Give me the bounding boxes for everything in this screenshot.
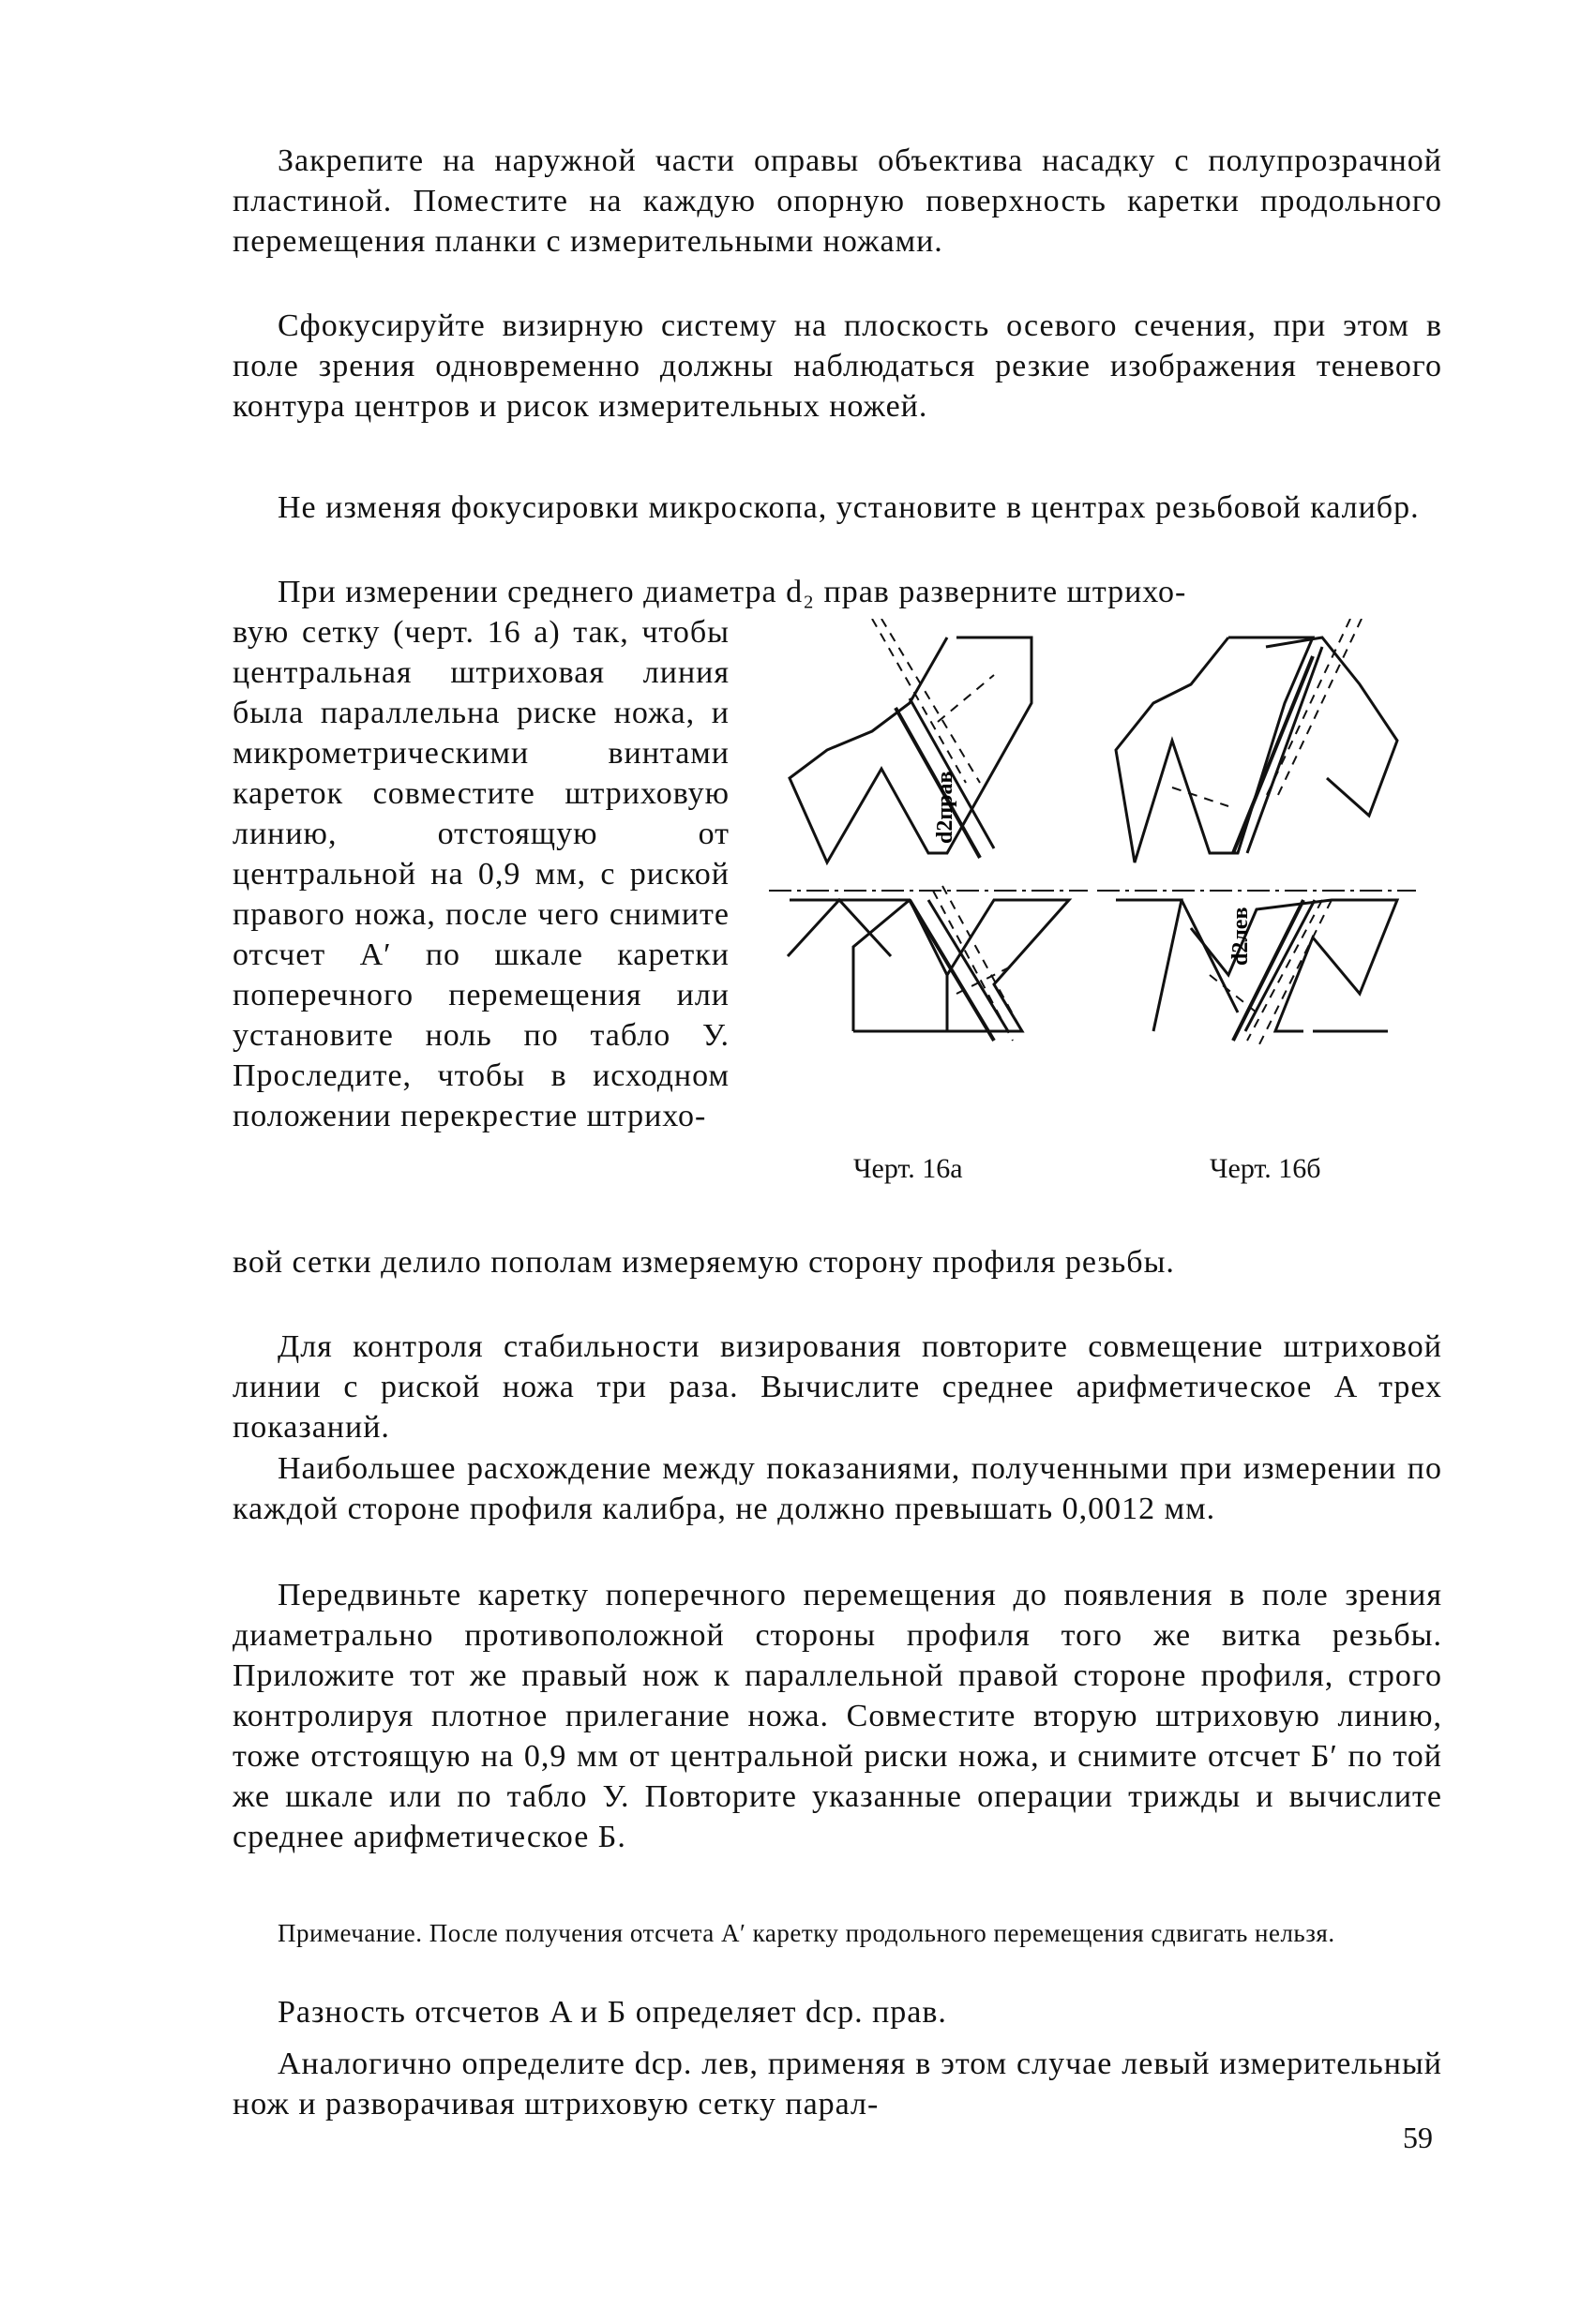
paragraph-4-wrapped: вую сетку (черт. 16 а) так, чтобы центральная штриховая линия была параллельна риске ножа, и микрометрическими винтами кареток совместите штриховую линию, отстоящую от центральной на 0,9 мм, с риской правого ножа, после чего снимите отсчет A′ по шкале каретки поперечного перемещения или установите ноль по табло У. Проследите, чтобы в исходном положении перекрестие штрихо-: [233, 615, 730, 1133]
figure-16a-label: d2прав: [933, 771, 957, 844]
paragraph-2: Сфокусируйте визирную систему на плоскость осевого сечения, при этом в поле зрения одновременно должны наблюдаться резкие изображения теневого контура центров и рисок измерительных ножей.: [233, 308, 1442, 424]
paragraph-4-end: вой сетки делило пополам измеряемую сторону профиля резьбы.: [233, 1245, 1175, 1280]
figure-16b-caption: Черт. 16б: [1210, 1153, 1321, 1184]
paragraph-8: Разность отсчетов A и Б определяет dср. прав.: [278, 1995, 947, 2030]
paragraph-7: Передвиньте каретку поперечного перемещения до появления в поле зрения диаметрально противоположной стороны профиля того же витка резьбы. Приложите тот же правый нож к параллельной правой стороне профиля, строго контролируя плотное прилегание ножа. Совместите вторую штриховую линию, тоже отстоящую на 0,9 мм от центральной риски ножа, и снимите отсчет Б′ по той же шкале или по табло У. Повторите указанные операции трижды и вычислите среднее арифметическое Б.: [233, 1578, 1442, 1854]
paragraph-6: Наибольшее расхождение между показаниями, полученными при измерении по каждой стороне профиля калибра, не должно превышать 0,0012 мм.: [233, 1451, 1442, 1526]
paragraph-3: Не изменяя фокусировки микроскопа, установите в центрах резьбовой калибр.: [278, 490, 1420, 525]
figure-16b: [1097, 619, 1416, 1059]
paragraph-1: Закрепите на наружной части оправы объектива насадку с полупрозрачной пластиной. Поместите на каждую опорную поверхность каретки продольного перемещения планки с измерительными ножами.: [233, 143, 1442, 259]
page-number: 59: [1403, 2121, 1433, 2154]
paragraph-5: Для контроля стабильности визирования повторите совмещение штриховой линии с риской ножа три раза. Вычислите среднее арифметическое A трех показаний.: [233, 1329, 1442, 1445]
paragraph-4-first-line: При измерении среднего диаметра d₂ прав разверните штрихо-: [278, 575, 1187, 609]
figure-16a-caption: Черт. 16а: [853, 1153, 963, 1184]
figure-16b-label: d2лев: [1228, 907, 1253, 966]
paragraph-9: Аналогично определите dср. лев, применяя в этом случае левый измерительный нож и разворачивая штриховую сетку парал-: [233, 2047, 1442, 2122]
figure-16a: [769, 619, 1088, 1059]
note: Примечание. После получения отсчета A′ каретку продольного перемещения сдвигать нельзя.: [278, 1919, 1335, 1947]
